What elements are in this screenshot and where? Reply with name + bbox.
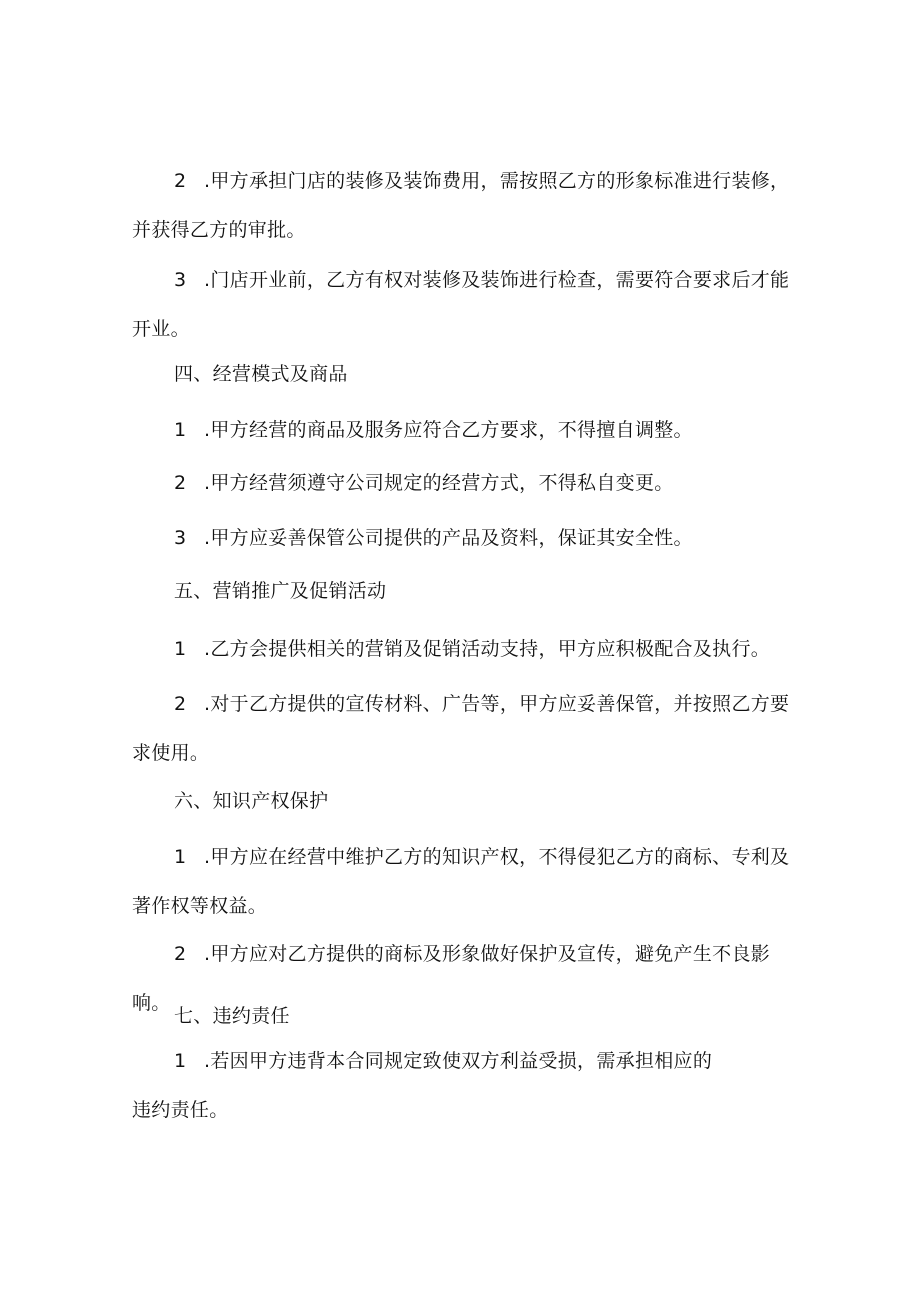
clause-text: .乙方会提供相关的营销及促销活动支持，甲方应积极配合及执行。 — [204, 638, 771, 660]
clause-text: .甲方经营的商品及服务应符合乙方要求，不得擅自调整。 — [204, 419, 693, 441]
clause-number: 1 — [174, 846, 187, 868]
clause-item — [132, 459, 797, 508]
clause-text: .甲方应妥善保管公司提供的产品及资料，保证其安全性。 — [204, 527, 693, 549]
clause-item — [132, 680, 797, 778]
clause-number: 2 — [174, 472, 187, 494]
clause-text: .对于乙方提供的宣传材料、广告等，甲方应妥善保管，并按照乙方要求使用。 — [132, 693, 790, 764]
section-heading: 四、经营模式及商品 — [174, 363, 348, 385]
clause-number: 2 — [174, 170, 187, 192]
clause-item — [132, 1037, 722, 1135]
clause-number: 1 — [174, 1050, 187, 1072]
clause-item — [132, 625, 797, 674]
clause-item — [132, 256, 797, 354]
clause-text: .甲方应在经营中维护乙方的知识产权，不得侵犯乙方的商标、专利及著作权等权益。 — [132, 846, 790, 917]
clause-item — [132, 157, 797, 255]
clause-item — [132, 514, 797, 563]
section-heading: 六、知识产权保护 — [174, 790, 329, 812]
clause-text: .若因甲方违背本合同规定致使双方利益受损，需承担相应的违约责任。 — [132, 1050, 713, 1121]
clause-text: .甲方经营须遵守公司规定的经营方式，不得私自变更。 — [204, 472, 674, 494]
clause-number: 2 — [174, 693, 187, 715]
section-heading: 七、违约责任 — [174, 1005, 290, 1027]
clause-number: 3 — [174, 269, 187, 291]
clause-item — [132, 406, 797, 455]
clause-number: 1 — [174, 419, 187, 441]
section-heading: 五、营销推广及促销活动 — [174, 580, 387, 602]
clause-number: 3 — [174, 527, 187, 549]
clause-text: .甲方应对乙方提供的商标及形象做好保护及宣传，避免产生不良影响。 — [132, 943, 771, 1014]
clause-number: 2 — [174, 943, 187, 965]
clause-number: 1 — [174, 638, 187, 660]
clause-text: .甲方承担门店的装修及装饰费用，需按照乙方的形象标准进行装修，并获得乙方的审批。 — [132, 170, 790, 241]
clause-text: .门店开业前，乙方有权对装修及装饰进行检查，需要符合要求后才能开业。 — [132, 269, 790, 340]
clause-item — [132, 833, 797, 931]
